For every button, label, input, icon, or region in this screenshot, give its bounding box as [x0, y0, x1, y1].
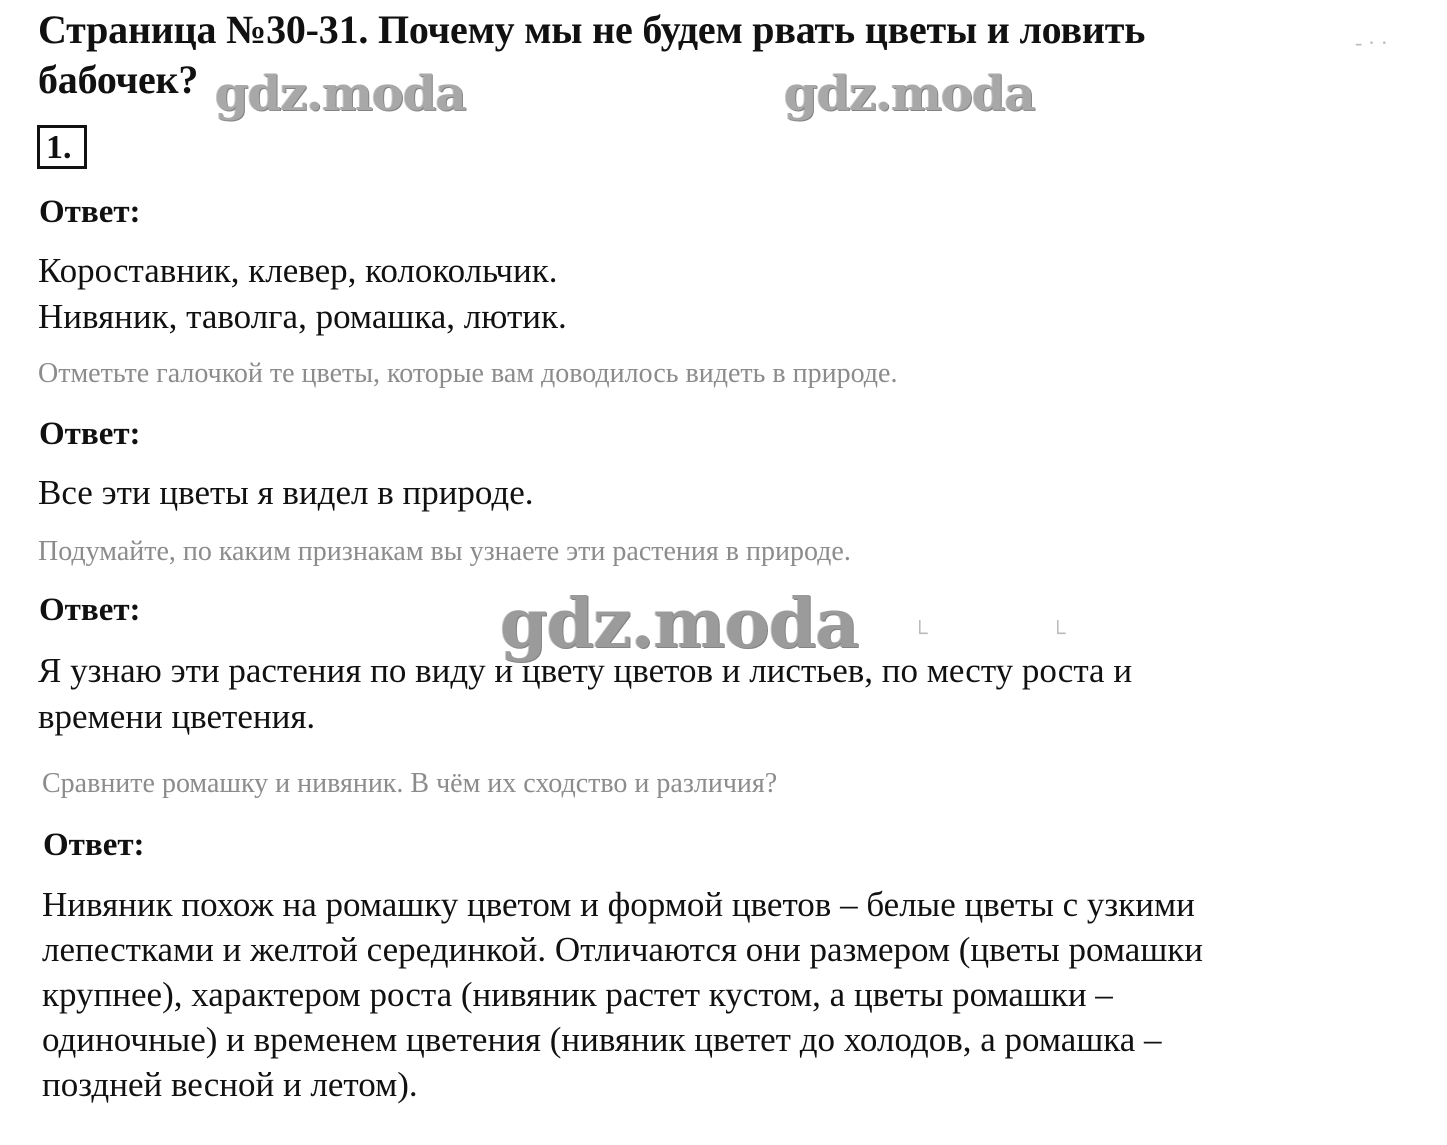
answer-text-line: времени цветения. — [38, 697, 316, 736]
answer-label: Ответ: — [39, 416, 141, 452]
decorative-mark: - · · — [1355, 30, 1388, 55]
watermark-logo: gdz.moda — [784, 66, 1035, 122]
answer-label: Ответ: — [39, 194, 141, 230]
decorative-mark: └ — [1050, 620, 1066, 645]
answer-label: Ответ: — [43, 827, 145, 863]
answer-text-line: Нивяник, таволга, ромашка, лютик. — [38, 297, 567, 336]
task-number: 1. — [46, 129, 72, 166]
question-text: Подумайте, по каким признакам вы узнаете эти растения в природе. — [38, 536, 851, 567]
question-text: Отметьте галочкой те цветы, которые вам доводилось видеть в природе. — [38, 358, 898, 389]
watermark-logo: gdz.moda — [215, 66, 466, 122]
answer-text-line: крупнее), характером роста (нивяник растет кустом, а цветы ромашки – — [42, 975, 1113, 1014]
answer-label: Ответ: — [39, 592, 141, 628]
decorative-mark: └ — [912, 620, 928, 645]
answer-text-line: поздней весной и летом). — [42, 1065, 418, 1104]
page-title-line-1: Страница №30-31. Почему мы не будем рвать цветы и ловить — [38, 7, 1146, 52]
question-text: Сравните ромашку и нивяник. В чём их сходство и различия? — [42, 768, 778, 799]
answer-text-line: лепестками и желтой серединкой. Отличаются они размером (цветы ромашки — [42, 930, 1203, 969]
page-title-line-2: бабочек? — [38, 57, 199, 102]
answer-text-line: одиночные) и временем цветения (нивяник цветет до холодов, а ромашка – — [42, 1020, 1162, 1059]
answer-text-line: Я узнаю эти растения по виду и цвету цветов и листьев, по месту роста и — [38, 651, 1133, 690]
task-number-box — [37, 125, 87, 169]
answer-text-line: Короставник, клевер, колокольчик. — [38, 251, 558, 290]
answer-text-line: Все эти цветы я видел в природе. — [38, 473, 534, 512]
answer-text-line: Нивяник похож на ромашку цветом и формой цветов – белые цветы с узкими — [42, 885, 1195, 924]
watermark-logo: gdz.moda — [500, 584, 859, 664]
